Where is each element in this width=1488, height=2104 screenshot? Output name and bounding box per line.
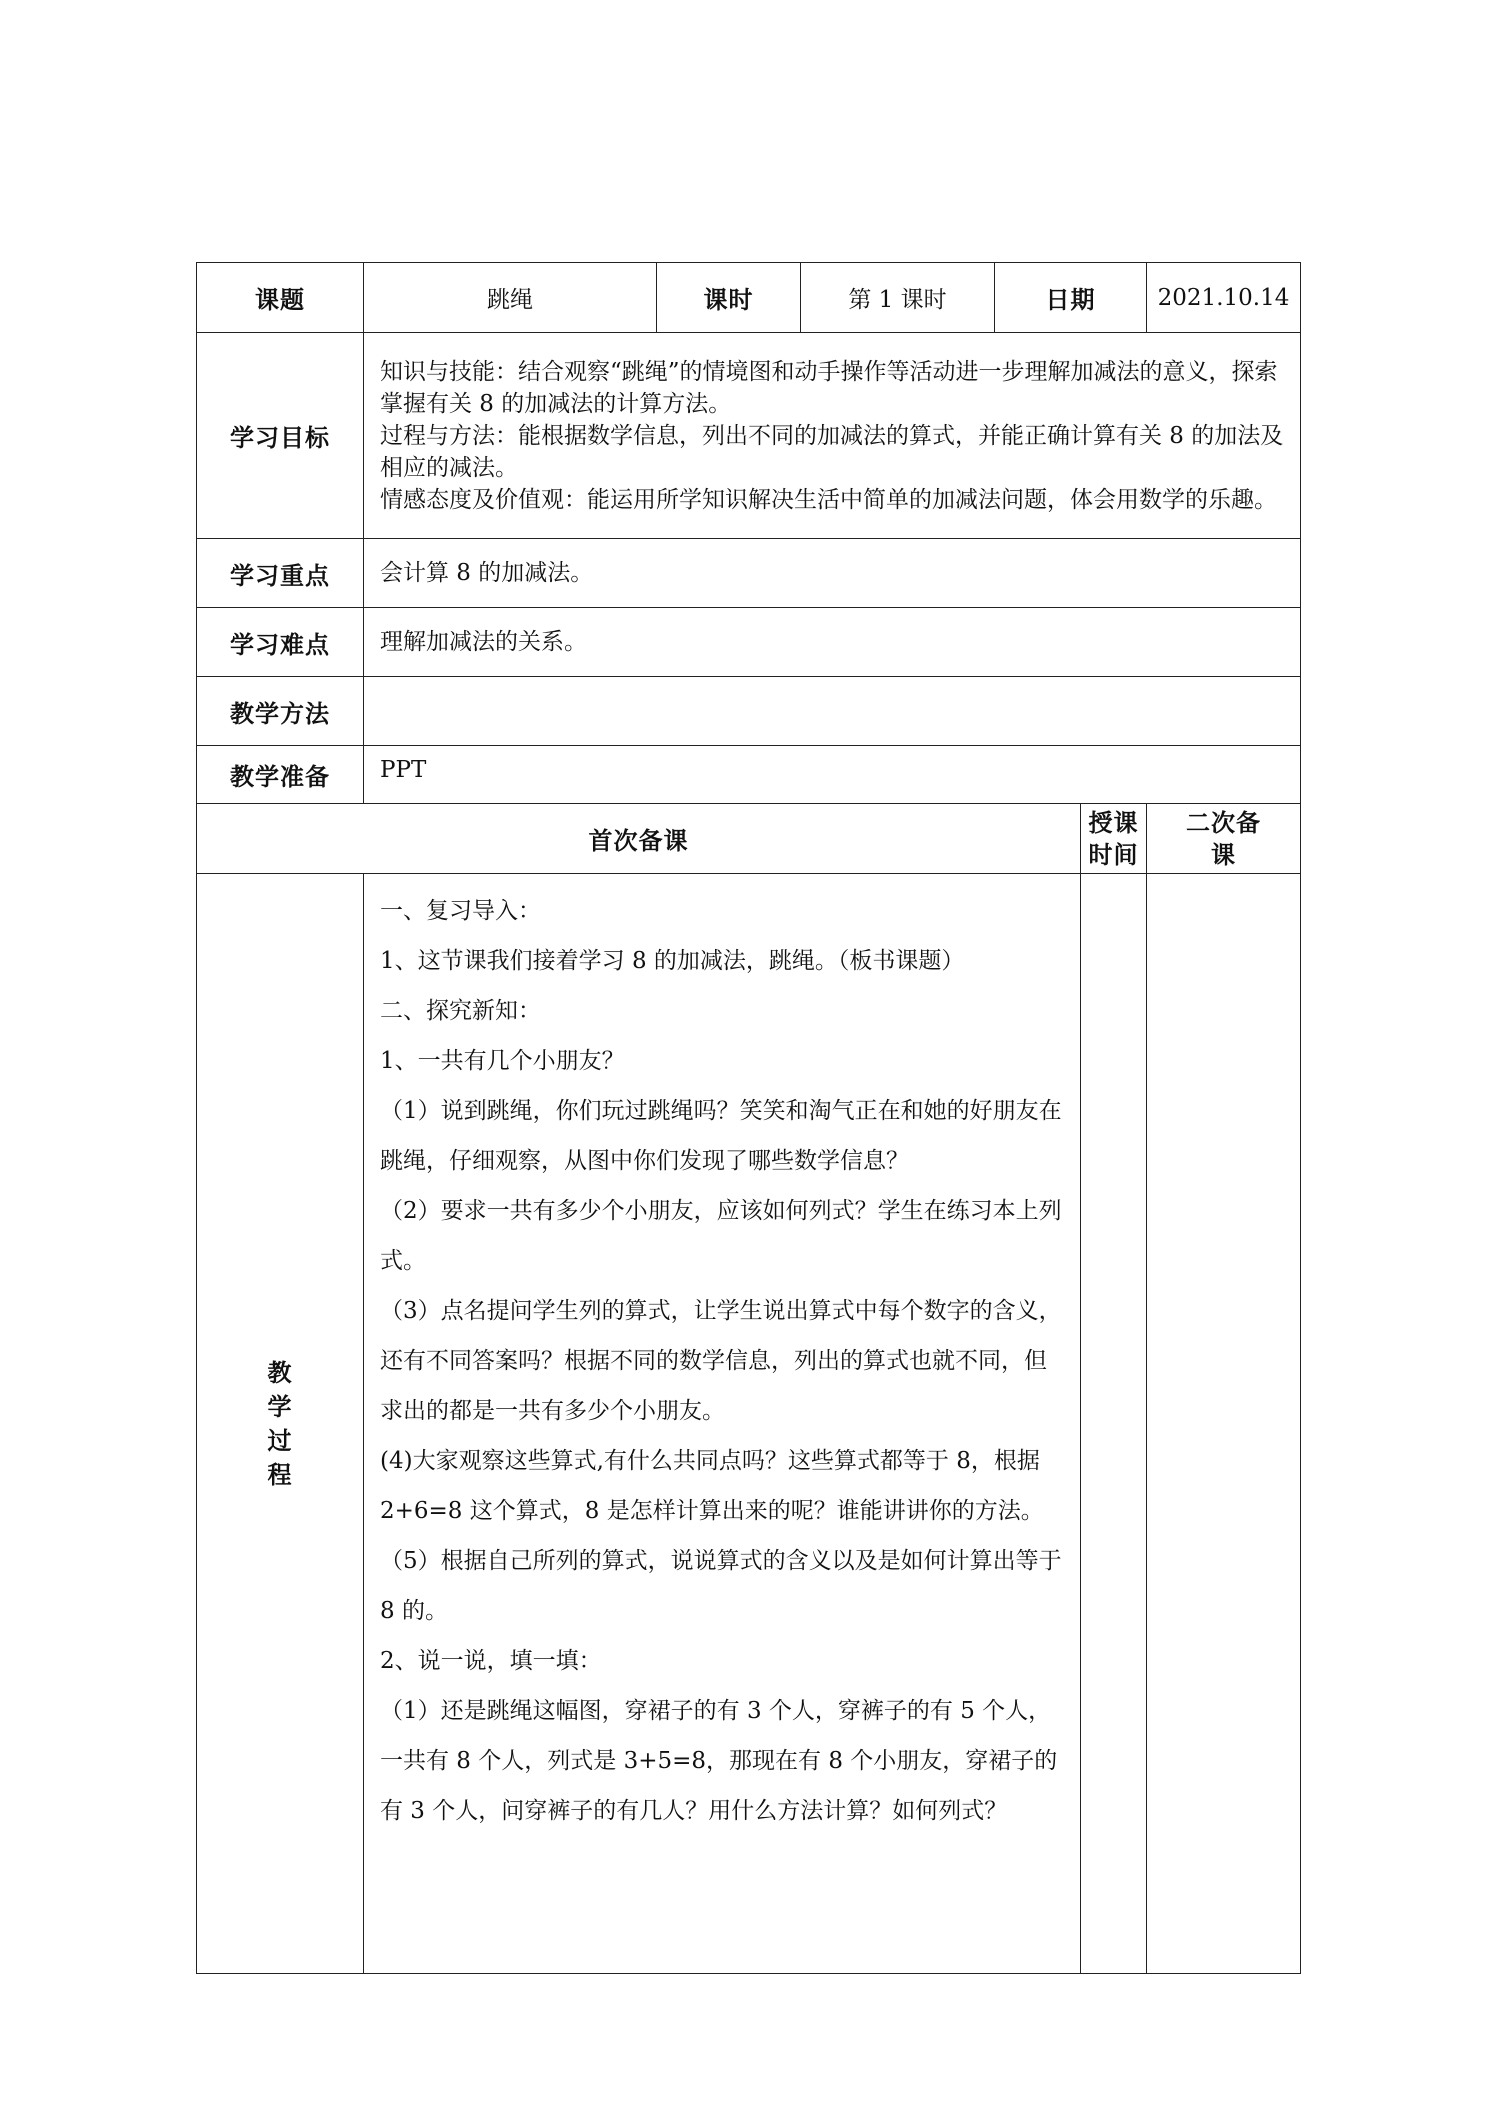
header-row	[197, 263, 1301, 333]
objectives-label: 学习目标	[197, 333, 364, 539]
date-value: 2021.10.14	[1147, 263, 1301, 333]
difficulty-value: 理解加减法的关系。	[364, 608, 1301, 677]
process-content	[364, 874, 1081, 1974]
process-label-char: 过	[267, 1426, 293, 1455]
process-label-char: 教	[267, 1358, 293, 1387]
process-label-char: 程	[267, 1460, 293, 1489]
process-line: 一、复习导入：	[380, 898, 541, 924]
method-label: 教学方法	[197, 677, 364, 746]
process-line: 1、这节课我们接着学习 8 的加减法，跳绳。（板书课题）	[380, 948, 965, 974]
second-prep-cell	[1147, 874, 1301, 1974]
method-value	[364, 677, 1301, 746]
topic-label: 课题	[197, 263, 364, 333]
process-row	[197, 874, 1301, 1974]
teach-time-line-1: 授课	[1088, 808, 1139, 837]
process-line: （5）根据自己所列的算式，说说算式的含义以及是如何计算出等于 8 的。	[380, 1548, 1062, 1624]
objective-attitude: 情感态度及价值观：能运用所学知识解决生活中简单的加减法问题，体会用数学的乐趣。	[380, 486, 1277, 513]
difficulty-label: 学习难点	[197, 608, 364, 677]
process-line: （3）点名提问学生列的算式，让学生说出算式中每个数字的含义，还有不同答案吗？根据不同的数学信息，列出的算式也就不同，但求出的都是一共有多少个小朋友。	[380, 1298, 1062, 1424]
teach-time-header	[1081, 804, 1147, 874]
key-point-label: 学习重点	[197, 539, 364, 608]
objectives-row	[197, 333, 1301, 539]
process-line: (4)大家观察这些算式,有什么共同点吗？这些算式都等于 8，根据 2+6=8 这个算式，8 是怎样计算出来的呢？谁能讲讲你的方法。	[380, 1448, 1044, 1524]
process-line: （1）说到跳绳，你们玩过跳绳吗？笑笑和淘气正在和她的好朋友在跳绳，仔细观察，从图中你们发现了哪些数学信息？	[380, 1098, 1062, 1174]
objective-knowledge: 知识与技能：结合观察“跳绳”的情境图和动手操作等活动进一步理解加减法的意义，探索掌握有关 8 的加减法的计算方法。	[380, 358, 1278, 417]
key-point-value: 会计算 8 的加减法。	[364, 539, 1301, 608]
difficulty-row	[197, 608, 1301, 677]
period-label: 课时	[657, 263, 801, 333]
topic-value: 跳绳	[364, 263, 657, 333]
process-label-char: 学	[267, 1392, 293, 1421]
section-header-row	[197, 804, 1301, 874]
process-line: 二、探究新知：	[380, 998, 541, 1024]
preparation-value: PPT	[364, 746, 1301, 804]
key-point-row	[197, 539, 1301, 608]
preparation-label: 教学准备	[197, 746, 364, 804]
second-prep-line-1: 二次备	[1186, 808, 1261, 837]
process-line: 1、一共有几个小朋友？	[380, 1048, 625, 1074]
teach-time-line-2: 时间	[1088, 840, 1139, 869]
objectives-content	[364, 333, 1301, 539]
process-line: （2）要求一共有多少个小朋友，应该如何列式？学生在练习本上列式。	[380, 1198, 1062, 1274]
objective-process: 过程与方法：能根据数学信息，列出不同的加减法的算式，并能正确计算有关 8 的加法及相应的减法。	[380, 422, 1284, 481]
process-line: （1）还是跳绳这幅图，穿裙子的有 3 个人，穿裤子的有 5 个人，一共有 8 个人，列式是 3+5=8，那现在有 8 个小朋友，穿裙子的有 3 个人，问穿裤子的有几人？用什么方法计算？如何列式？	[380, 1698, 1058, 1824]
date-label: 日期	[995, 263, 1147, 333]
process-line: 2、说一说，填一填：	[380, 1648, 602, 1674]
period-value: 第 1 课时	[801, 263, 995, 333]
method-row	[197, 677, 1301, 746]
second-prep-header	[1147, 804, 1301, 874]
preparation-row	[197, 746, 1301, 804]
first-prep-header: 首次备课	[197, 804, 1081, 874]
teach-time-cell	[1081, 874, 1147, 1974]
lesson-plan-table	[196, 262, 1301, 1974]
second-prep-line-2: 课	[1211, 840, 1236, 869]
process-label	[197, 874, 364, 1974]
